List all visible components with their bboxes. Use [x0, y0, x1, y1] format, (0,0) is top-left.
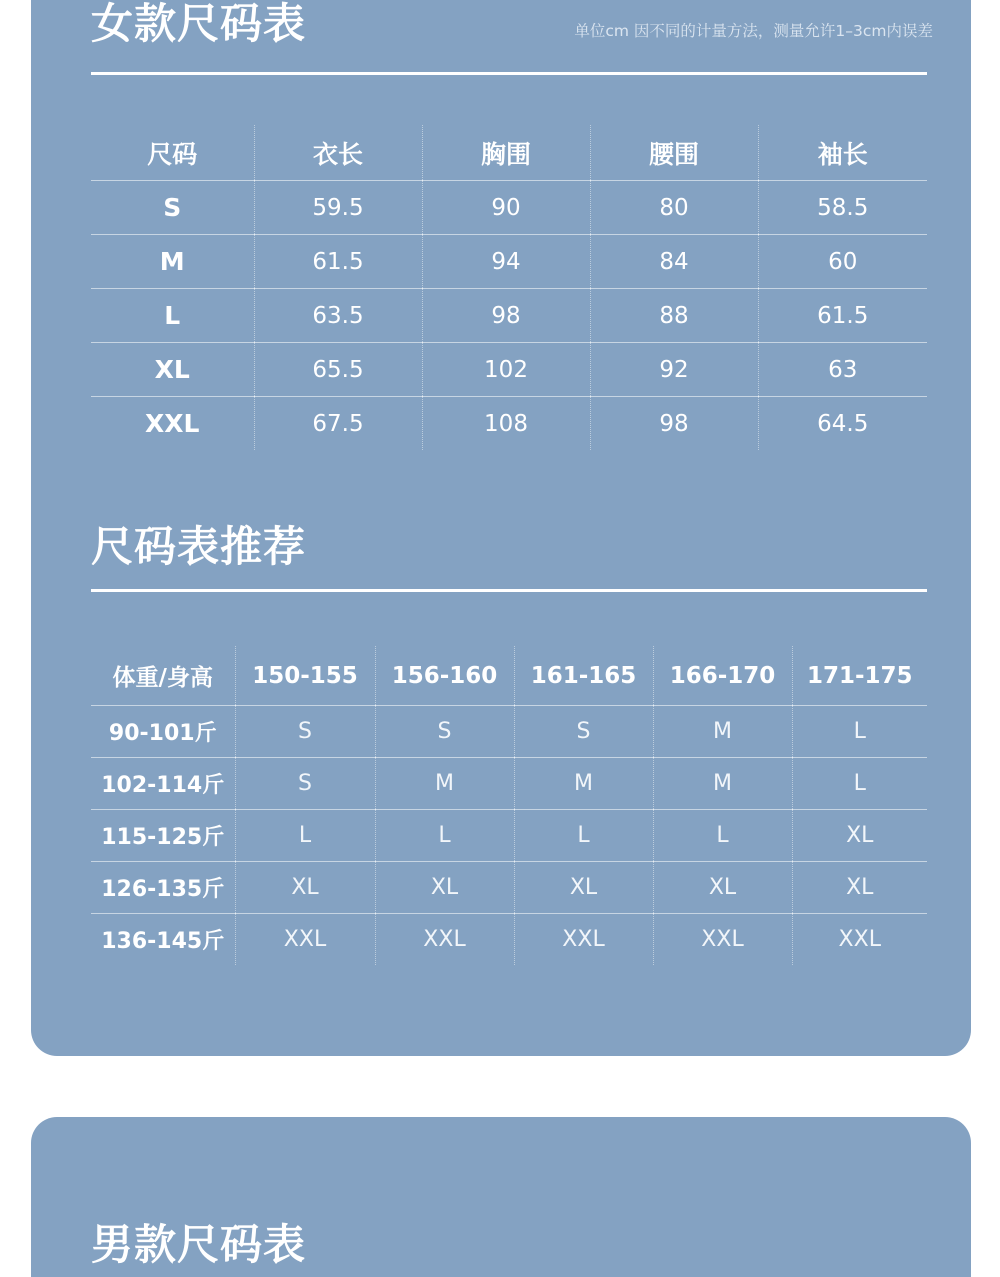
sleeve-cell: 58.5 [758, 181, 927, 235]
recommended-size-cell: L [514, 810, 653, 862]
size-recommendation-table [91, 646, 927, 965]
recommended-size-cell: XL [375, 862, 514, 914]
recommended-size-cell: L [375, 810, 514, 862]
title-divider [91, 72, 927, 75]
recommended-size-cell: L [653, 810, 792, 862]
bust-cell: 94 [422, 235, 590, 289]
womens-size-chart-title: 女款尺码表 [91, 0, 307, 48]
waist-cell: 98 [590, 397, 758, 451]
header-height-range: 150-155 [235, 646, 375, 706]
sleeve-cell: 64.5 [758, 397, 927, 451]
length-cell: 63.5 [254, 289, 422, 343]
table-row [91, 343, 927, 397]
table-header-row [91, 125, 927, 181]
womens-size-table [91, 125, 927, 450]
table-row [91, 758, 927, 810]
bust-cell: 102 [422, 343, 590, 397]
bust-cell: 98 [422, 289, 590, 343]
table-row [91, 397, 927, 451]
recommended-size-cell: L [792, 706, 927, 758]
header-waist: 腰围 [590, 125, 758, 181]
header-weight-height: 体重/身高 [112, 665, 213, 691]
title-divider [91, 589, 927, 592]
recommended-size-cell: XL [792, 862, 927, 914]
size-recommendation-title: 尺码表推荐 [91, 522, 307, 571]
size-cell: S [163, 193, 182, 222]
size-cell: M [159, 247, 185, 276]
recommended-size-cell: M [653, 706, 792, 758]
recommended-size-cell: XXL [653, 914, 792, 966]
waist-cell: 88 [590, 289, 758, 343]
recommended-size-cell: XL [514, 862, 653, 914]
table-header-row [91, 646, 927, 706]
sleeve-cell: 60 [758, 235, 927, 289]
table-row [91, 289, 927, 343]
table-row [91, 235, 927, 289]
header-length: 衣长 [254, 125, 422, 181]
table-row [91, 810, 927, 862]
recommended-size-cell: S [235, 706, 375, 758]
recommended-size-cell: L [235, 810, 375, 862]
length-cell: 67.5 [254, 397, 422, 451]
waist-cell: 84 [590, 235, 758, 289]
length-cell: 61.5 [254, 235, 422, 289]
recommended-size-cell: XXL [792, 914, 927, 966]
table-row [91, 181, 927, 235]
header-height-range: 156-160 [375, 646, 514, 706]
waist-cell: 92 [590, 343, 758, 397]
sleeve-cell: 63 [758, 343, 927, 397]
weight-range-cell: 136-145斤 [101, 929, 225, 954]
recommended-size-cell: XL [235, 862, 375, 914]
bust-cell: 90 [422, 181, 590, 235]
recommended-size-cell: M [514, 758, 653, 810]
header-height-range: 171-175 [792, 646, 927, 706]
header-height-range: 161-165 [514, 646, 653, 706]
recommended-size-cell: XXL [375, 914, 514, 966]
header-sleeve: 袖长 [758, 125, 927, 181]
table-row [91, 914, 927, 966]
length-cell: 59.5 [254, 181, 422, 235]
recommended-size-cell: XL [792, 810, 927, 862]
recommended-size-cell: XL [653, 862, 792, 914]
weight-range-cell: 126-135斤 [101, 877, 225, 902]
recommended-size-cell: S [375, 706, 514, 758]
sleeve-cell: 61.5 [758, 289, 927, 343]
table-row [91, 706, 927, 758]
recommended-size-cell: M [653, 758, 792, 810]
measurement-note: 单位cm 因不同的计量方法，测量允许1–3cm内误差 [574, 22, 933, 40]
waist-cell: 80 [590, 181, 758, 235]
recommended-size-cell: S [514, 706, 653, 758]
table-row [91, 862, 927, 914]
header-size: 尺码 [147, 139, 198, 169]
weight-range-cell: 90-101斤 [108, 721, 217, 746]
mens-size-chart-title: 男款尺码表 [91, 1220, 307, 1269]
recommended-size-cell: XXL [514, 914, 653, 966]
length-cell: 65.5 [254, 343, 422, 397]
size-cell: XL [154, 355, 190, 384]
recommended-size-cell: L [792, 758, 927, 810]
header-bust: 胸围 [422, 125, 590, 181]
weight-range-cell: 102-114斤 [101, 773, 225, 798]
size-cell: L [164, 301, 181, 330]
header-height-range: 166-170 [653, 646, 792, 706]
recommended-size-cell: M [375, 758, 514, 810]
size-cell: XXL [145, 409, 200, 438]
weight-range-cell: 115-125斤 [101, 825, 225, 850]
recommended-size-cell: XXL [235, 914, 375, 966]
bust-cell: 108 [422, 397, 590, 451]
recommended-size-cell: S [235, 758, 375, 810]
